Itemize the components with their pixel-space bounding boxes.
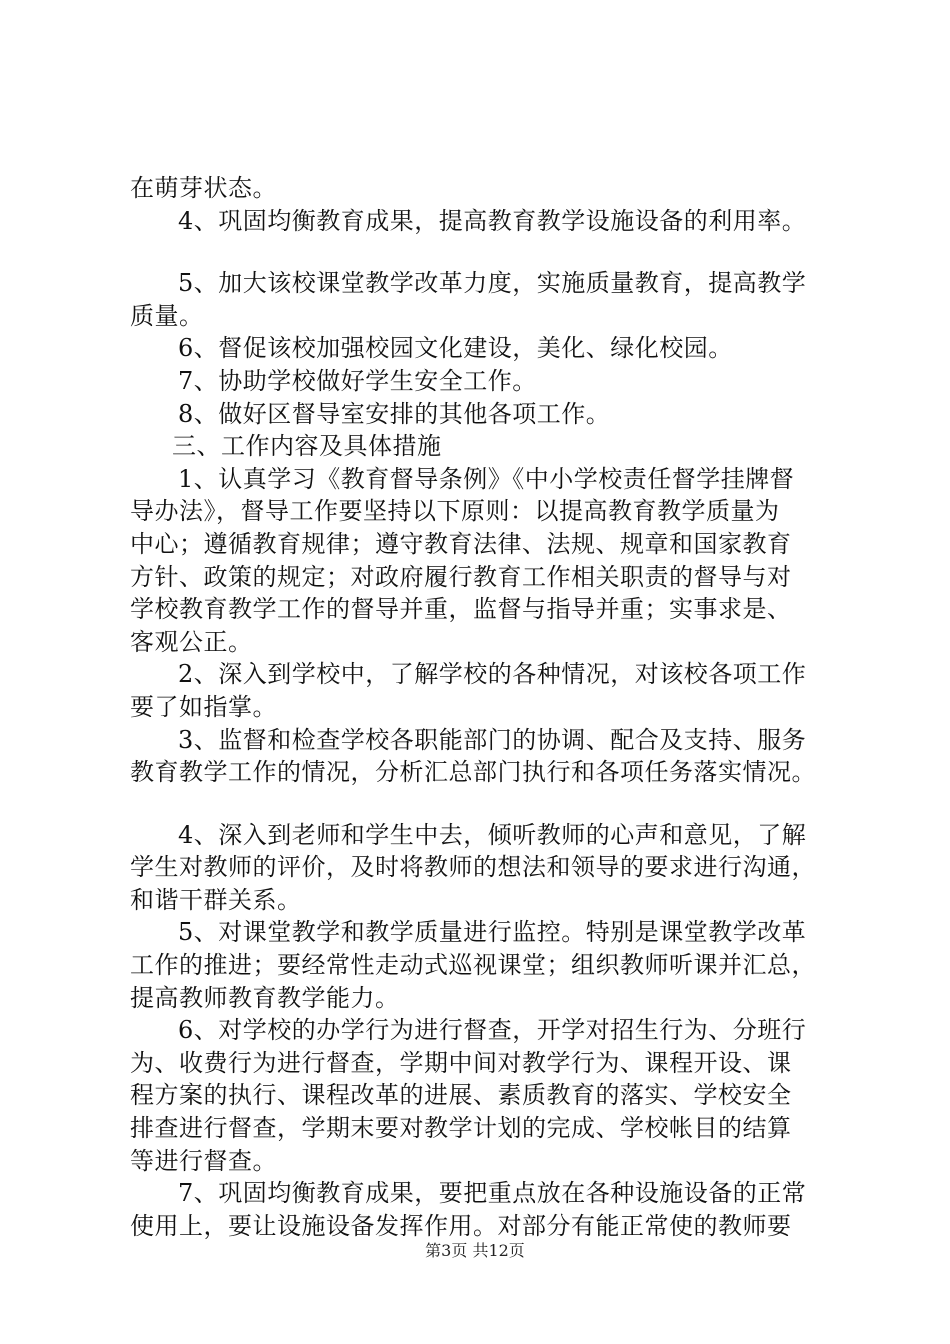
text-line: 在萌芽状态。 xyxy=(130,174,277,202)
text-line: 5、加大该校课堂教学改革力度，实施质量教育，提高教学 xyxy=(178,269,807,298)
text-line: 排查进行督查，学期末要对教学计划的完成、学校帐目的结算 xyxy=(130,1114,792,1143)
text-line: 导办法》，督导工作要坚持以下原则：以提高教育教学质量为 xyxy=(130,497,780,526)
text-line: 6、对学校的办学行为进行督查，开学对招生行为、分班行 xyxy=(178,1016,807,1045)
page-number-footer: 第3页 共12页 xyxy=(425,1241,525,1260)
text-line: 4、巩固均衡教育成果，提高教育教学设施设备的利用率。 xyxy=(178,206,807,235)
text-line: 质量。 xyxy=(130,301,204,330)
text-line: 1、认真学习《教育督导条例》《中小学校责任督学挂牌督 xyxy=(178,464,795,493)
text-line: 方针、政策的规定；对政府履行教育工作相关职责的督导与对 xyxy=(130,562,792,591)
text-line: 使用上，要让设施设备发挥作用。对部分有能正常使的教师要 xyxy=(130,1211,792,1240)
paragraph-gap xyxy=(130,789,830,819)
text-line: 4、深入到老师和学生中去，倾听教师的心声和意见，了解 xyxy=(178,820,807,849)
text-line: 客观公正。 xyxy=(130,627,253,656)
text-line: 学校教育教学工作的督导并重，监督与指导并重；实事求是、 xyxy=(130,595,792,624)
text-line: 中心；遵循教育规律；遵守教育法律、法规、规章和国家教育 xyxy=(130,529,792,558)
text-line: 为、收费行为进行督查，学期中间对教学行为、课程开设、课 xyxy=(130,1048,792,1077)
text-line: 等进行督查。 xyxy=(130,1146,277,1175)
text-line: 和谐干群关系。 xyxy=(130,885,302,914)
text-line: 程方案的执行、课程改革的进展、素质教育的落实、学校安全 xyxy=(130,1081,792,1110)
text-line: 2、深入到学校中，了解学校的各种情况，对该校各项工作 xyxy=(178,660,807,689)
text-line: 教育教学工作的情况，分析汇总部门执行和各项任务落实情况。 xyxy=(130,758,816,787)
document-body xyxy=(130,172,830,1242)
text-line: 8、做好区督导室安排的其他各项工作。 xyxy=(178,399,611,428)
text-line: 5、对课堂教学和教学质量进行监控。特别是课堂教学改革 xyxy=(178,918,807,947)
text-line: 6、督促该校加强校园文化建设，美化、绿化校园。 xyxy=(178,334,733,363)
text-line: 7、协助学校做好学生安全工作。 xyxy=(178,366,537,395)
text-line: 提高教师教育教学能力。 xyxy=(130,983,400,1012)
paragraph-gap xyxy=(130,237,830,267)
text-line: 要了如指掌。 xyxy=(130,692,277,721)
text-line: 工作的推进；要经常性走动式巡视课堂；组织教师听课并汇总， xyxy=(130,951,816,980)
section-heading: 三、工作内容及具体措施 xyxy=(172,432,442,461)
text-line: 7、巩固均衡教育成果，要把重点放在各种设施设备的正常 xyxy=(178,1179,807,1208)
text-line: 学生对教师的评价，及时将教师的想法和领导的要求进行沟通， xyxy=(130,853,816,882)
text-line: 3、监督和检查学校各职能部门的协调、配合及支持、服务 xyxy=(178,725,807,754)
